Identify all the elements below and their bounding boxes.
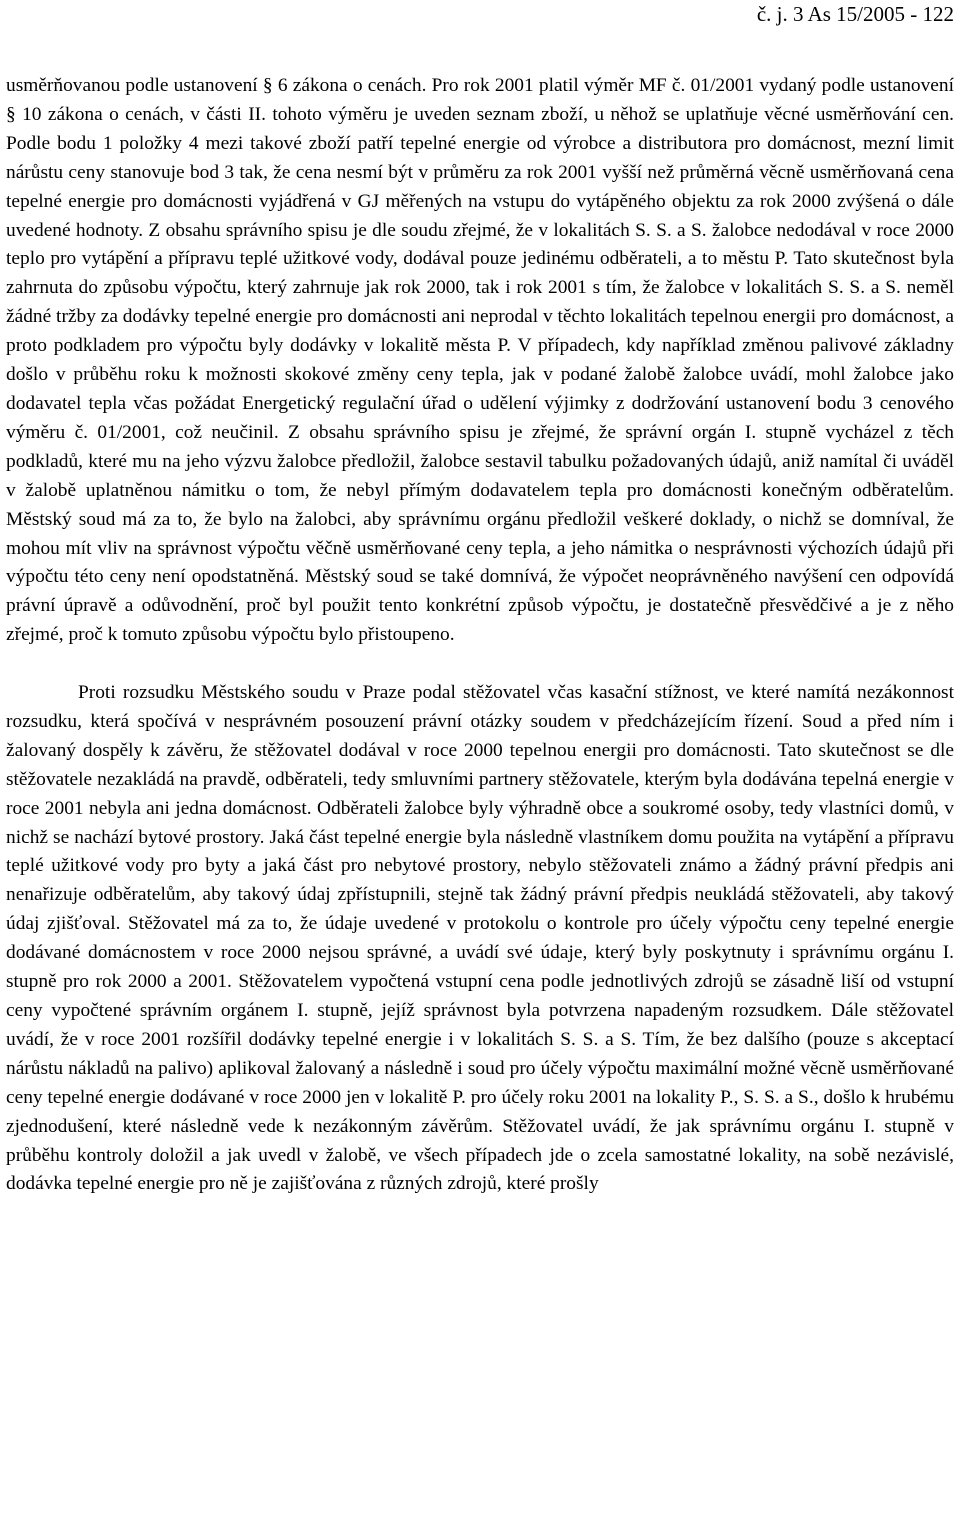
case-reference: č. j. 3 As 15/2005 - 122 bbox=[756, 2, 954, 26]
paragraph-cassation-complaint: Proti rozsudku Městského soudu v Praze podal stěžovatel včas kasační stížnost, ve které namítá nezákonnost rozsudku, která spočívá v nesprávném posouzení právní otázky soudem v předcházejícím řízení. Soud a před ním i žalovaný dospěly k závěru, že stěžovatel dodával v roce 2000 tepelnou energii pro domácnosti. Tato skutečnost se dle stěžovatele nezakládá na pravdě, odběrateli, tedy smluvními partnery stěžovatele, kterým byla dodávána tepelná energie v roce 2001 nebyla ani jedna domácnost. Odběrateli žalobce byly výhradně obce a soukromé osoby, tedy vlastníci domů, v nichž se nachází bytové prostory. Jaká část tepelné energie byla následně vlastníkem domu použita na vytápění a přípravu teplé užitkové vody pro byty a jaká část pro nebytové prostory, nebylo stěžovateli známo a žádný právní předpis ani nenařizuje odběratelům, aby takový údaj zpřístupnili, stejně tak žádný právní předpis neukládá stěžovateli, aby takový údaj zjišťoval. Stěžovatel má za to, že údaje uvedené v protokolu o kontrole pro účely výpočtu ceny tepelné energie dodávané domácnostem v roce 2000 nejsou správné, a uvádí své údaje, který byly poskytnuty i správnímu orgánu I. stupně pro rok 2000 a 2001. Stěžovatelem vypočtená vstupní cena podle jednotlivých zdrojů se zásadně liší od vstupní ceny vypočtené správním orgánem I. stupně, jejíž správnost byla potvrzena napadeným rozsudkem. Dále stěžovatel uvádí, že v roce 2001 rozšířil dodávky tepelné energie i v lokalitách S. S. a S. Tím, že bez dalšího (pouze s akceptací nárůstu nákladů na palivo) aplikoval žalovaný a následně i soud pro účely výpočtu maximální možné věcně usměrňované ceny tepelné energie dodávané v roce 2000 jen v lokalitě P. pro účely roku 2001 na lokality P., S. S. a S., došlo k hrubému zjednodušení, které následně vede k nezákonným závěrům. Stěžovatel uvádí, že jak správnímu orgánu I. stupně v průběhu kontroly doložil a jak uvedl v žalobě, ve všech případech jde o zcela samostatné lokality, na sobě nezávislé, dodávka tepelné energie pro ně je zajišťována z různých zdrojů, které prošly bbox=[6, 682, 954, 1195]
document-body bbox=[6, 72, 954, 1199]
paragraph-continuation: usměrňovanou podle ustanovení § 6 zákona o cenách. Pro rok 2001 platil výměr MF č. 01/2001 vydaný podle ustanovení § 10 zákona o cenách, v části II. tohoto výměru je uveden seznam zboží, u něhož se uplatňuje věcné usměrňování cen. Podle bodu 1 položky 4 mezi takové zboží patří tepelné energie od výrobce a distributora pro domácnost, mezní limit nárůstu ceny stanovuje bod 3 tak, že cena nesmí být v průměru za rok 2001 vyšší než průměrná věcně usměrňovaná cena tepelné energie pro domácnosti vyjádřená v GJ měřených na vstupu do vytápěného objektu za rok 2000 zvýšená o dále uvedené hodnoty. Z obsahu správního spisu je dle soudu zřejmé, že v lokalitách S. S. a S. žalobce nedodával v roce 2000 teplo pro vytápění a přípravu teplé užitkové vody, dodával pouze jedinému odběrateli, a to městu P. Tato skutečnost byla zahrnuta do způsobu výpočtu, který zahrnuje jak rok 2000, tak i rok 2001 s tím, že žalobce v lokalitách S. S. a S. neměl žádné tržby za dodávky tepelné energie pro domácnosti ani neprodal v těchto lokalitách tepelnou energii pro domácnost, a proto podkladem pro výpočtu byly dodávky v lokalitě města P. V případech, kdy například změnou palivové základny došlo v průběhu roku k možnosti skokové změny ceny tepla, jak v podané žalobě žalobce uvádí, mohl žalobce jako dodavatel tepla včas požádat Energetický regulační úřad o udělení výjimky z dodržování ustanovení bodu 3 cenového výměru č. 01/2001, což neučinil. Z obsahu správního spisu je zřejmé, že správní orgán I. stupně vycházel z těch podkladů, které mu na jeho výzvu žalobce předložil, žalobce sestavil tabulku požadovaných údajů, aniž namítal či uváděl v žalobě uplatněnou námitku o tom, že nebyl přímým dodavatelem tepla pro domácnosti konečným odběratelům. Městský soud má za to, že bylo na žalobci, aby správnímu orgánu předložil veškeré doklady, o nichž se domníval, že mohou mít vliv na správnost výpočtu věčně usměrňované ceny tepla, a jeho námitka o nesprávnosti výchozích údajů při výpočtu této ceny není opodstatněná. Městský soud se také domnívá, že výpočet neoprávněného navýšení cen odpovídá právní úpravě a odůvodnění, proč byl použit tento konkrétní způsob výpočtu, je dostatečně přesvědčivé a je z něho zřejmé, proč k tomuto způsobu výpočtu bylo přistoupeno. bbox=[6, 75, 955, 646]
